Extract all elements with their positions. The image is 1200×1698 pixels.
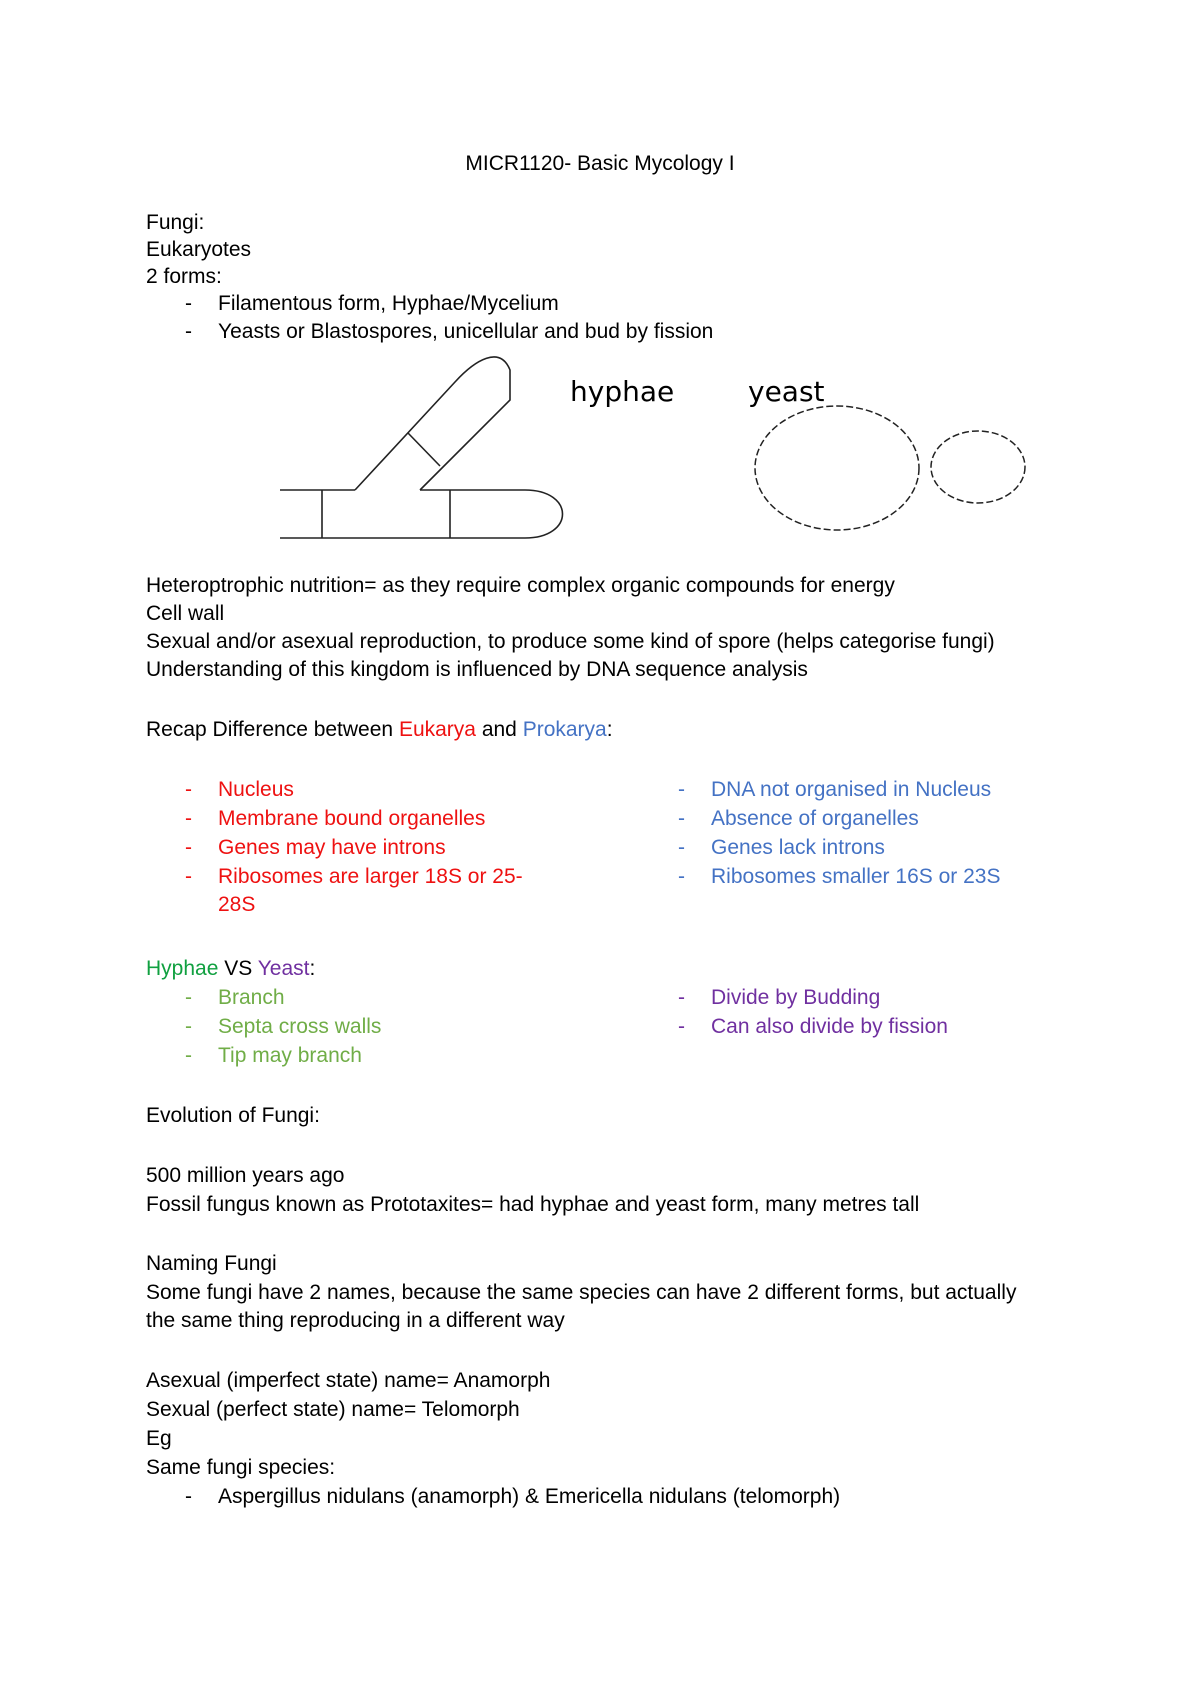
naming-line: Same fungi species: xyxy=(146,1456,336,1479)
hyphae-item: Septa cross walls xyxy=(218,1015,382,1038)
recap-prefix: Recap Difference between xyxy=(146,718,399,741)
bullet-dash: - xyxy=(678,807,685,830)
bullet-dash: - xyxy=(185,778,192,801)
eukarya-item: Nucleus xyxy=(218,778,294,801)
page-title: MICR1120- Basic Mycology I xyxy=(465,152,735,175)
evolution-line: 500 million years ago xyxy=(146,1164,345,1187)
bullet-dash: - xyxy=(185,292,192,315)
yeast-word: Yeast xyxy=(257,957,310,980)
bullet-dash: - xyxy=(185,865,192,888)
naming-line: the same thing reproducing in a different way xyxy=(146,1309,565,1332)
recap-suffix: : xyxy=(606,718,613,741)
list-item: Filamentous form, Hyphae/Mycelium xyxy=(218,292,559,315)
bullet-dash: - xyxy=(185,986,192,1009)
yeast-item: Divide by Budding xyxy=(711,986,881,1009)
eukarya-word: Eukarya xyxy=(398,718,476,741)
naming-line: Some fungi have 2 names, because the same species can have 2 different forms, but actually xyxy=(146,1281,1017,1304)
bullet-dash: - xyxy=(185,807,192,830)
hyphae-drawing xyxy=(280,357,563,538)
prokarya-item: DNA not organised in Nucleus xyxy=(711,778,992,801)
list-item: Yeasts or Blastospores, unicellular and bud by fission xyxy=(218,320,714,343)
hyphae-label: hyphae xyxy=(570,375,675,408)
yeast-item: Can also divide by fission xyxy=(711,1015,948,1038)
fact-line: Sexual and/or asexual reproduction, to produce some kind of spore (helps categorise fungi) xyxy=(146,630,995,653)
bullet-dash: - xyxy=(185,1044,192,1067)
recap-heading xyxy=(146,716,613,743)
naming-line: Asexual (imperfect state) name= Anamorph xyxy=(146,1369,551,1392)
vs-word: VS xyxy=(218,957,258,980)
bullet-dash: - xyxy=(185,836,192,859)
hyphae-yeast-diagram xyxy=(0,0,1200,560)
bullet-dash: - xyxy=(185,320,192,343)
naming-line: Eg xyxy=(146,1427,172,1450)
eukarya-item: Genes may have introns xyxy=(218,836,446,859)
prokarya-item: Absence of organelles xyxy=(711,807,919,830)
hyphae-item: Branch xyxy=(218,986,285,1009)
fact-line: Cell wall xyxy=(146,602,225,625)
yeast-label: yeast xyxy=(748,375,825,408)
hyphae-tip xyxy=(420,490,563,538)
prokarya-item: Ribosomes smaller 16S or 23S xyxy=(711,865,1001,888)
yeast-drawing xyxy=(755,406,1025,530)
example-item: Aspergillus nidulans (anamorph) & Emericella nidulans (telomorph) xyxy=(218,1485,841,1508)
eukarya-item: Ribosomes are larger 18S or 25- xyxy=(218,865,523,888)
and-word: and xyxy=(475,718,523,741)
hyphae-branch-septum xyxy=(408,433,440,466)
prokarya-word: Prokarya xyxy=(522,718,607,741)
yeast-bud-cell xyxy=(931,431,1025,503)
bullet-dash: - xyxy=(678,865,685,888)
bullet-dash: - xyxy=(185,1485,192,1508)
eukarya-item-cont: 28S xyxy=(218,893,256,916)
forms-line: 2 forms: xyxy=(146,265,222,288)
prokarya-item: Genes lack introns xyxy=(711,836,885,859)
fact-line: Heteroptrophic nutrition= as they require complex organic compounds for energy xyxy=(146,574,895,597)
fungi-heading: Fungi: xyxy=(146,211,205,234)
bullet-dash: - xyxy=(678,778,685,801)
eukaryotes-line: Eukaryotes xyxy=(146,238,252,261)
hyphae-item: Tip may branch xyxy=(218,1044,362,1067)
naming-heading: Naming Fungi xyxy=(146,1252,277,1275)
eukarya-item: Membrane bound organelles xyxy=(218,807,486,830)
bullet-dash: - xyxy=(678,1015,685,1038)
hyphae-vs-yeast-heading xyxy=(146,955,315,982)
evolution-line: Fossil fungus known as Prototaxites= had hyphae and yeast form, many metres tall xyxy=(146,1193,920,1216)
evolution-heading: Evolution of Fungi: xyxy=(146,1104,320,1127)
yeast-mother-cell xyxy=(755,406,919,530)
bullet-dash: - xyxy=(678,836,685,859)
heading-suffix: : xyxy=(309,957,316,980)
bullet-dash: - xyxy=(185,1015,192,1038)
bullet-dash: - xyxy=(678,986,685,1009)
hyphae-branch xyxy=(355,357,510,490)
fact-line: Understanding of this kingdom is influenced by DNA sequence analysis xyxy=(146,658,808,681)
hyphae-word: Hyphae xyxy=(146,957,219,980)
naming-line: Sexual (perfect state) name= Telomorph xyxy=(146,1398,520,1421)
